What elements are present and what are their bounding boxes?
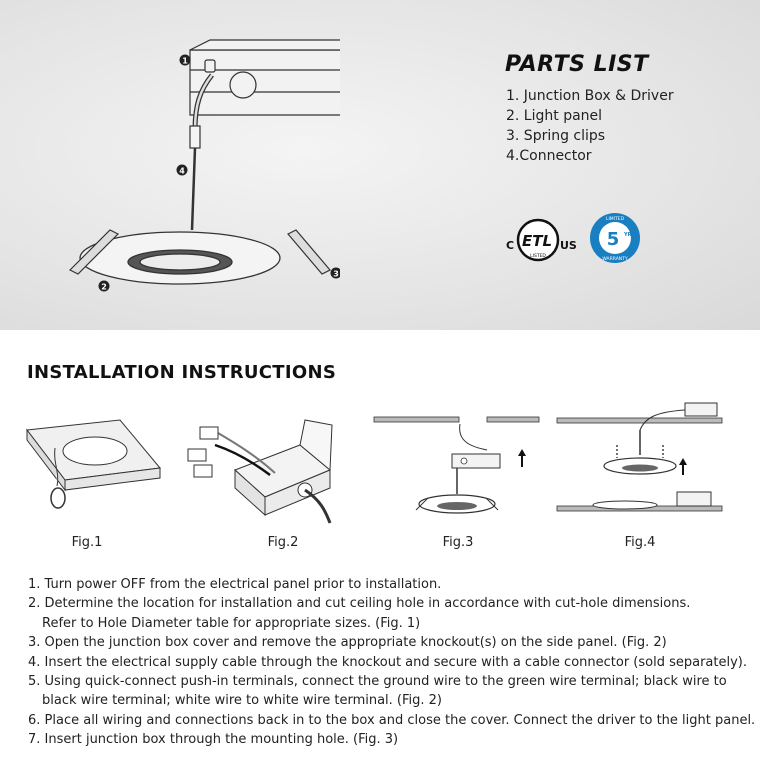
parts-list-title: PARTS LIST [505,52,649,77]
step-item: 5. Using quick-connect push-in terminals, connect the ground wire to the green wire terminal; black wire to [28,674,727,690]
svg-text:ETL: ETL [521,232,553,250]
svg-text:3: 3 [333,269,339,279]
svg-text:5: 5 [606,229,620,250]
callout-3 [331,268,341,279]
figure-1-diagram [25,418,165,513]
svg-text:WARRANTY: WARRANTY [602,257,628,262]
step-item-continued: black wire terminal; white wire to white wire terminal. (Fig. 2) [42,693,443,709]
parts-item: 4.Connector [506,148,592,164]
installation-title: INSTALLATION INSTRUCTIONS [27,362,337,383]
step-item: 4. Insert the electrical supply cable through the knockout and secure with a cable connector (sold separately). [28,654,747,670]
step-item-continued: Refer to Hole Diameter table for appropriate sizes. (Fig. 1) [42,615,421,631]
svg-text:LISTED: LISTED [530,254,546,259]
warranty-badge [590,213,640,263]
svg-text:4: 4 [179,166,185,176]
etl-logo [506,220,577,260]
certification-marks [500,210,650,270]
figure-4-label: Fig.4 [624,535,656,550]
svg-text:1: 1 [182,56,188,66]
figure-2-diagram [180,415,340,525]
instruction-steps [28,575,756,750]
callout-2 [99,281,110,292]
callout-1 [180,55,191,66]
figure-3-label: Fig.3 [442,535,474,550]
parts-item: 3. Spring clips [506,128,606,144]
step-item: 1. Turn power OFF from the electrical panel prior to installation. [28,577,442,592]
callout-4 [177,165,188,176]
step-item: 7. Insert junction box through the mounting hole. (Fig. 3) [28,732,399,748]
step-item: 2. Determine the location for installation and cut ceiling hole in accordance with cut-hole dimensions. [28,596,691,612]
connector [190,126,200,148]
svg-text:YR: YR [624,232,632,238]
product-diagram [40,30,340,300]
svg-text:LIMITED: LIMITED [605,217,625,222]
parts-item: 1. Junction Box & Driver [506,88,674,104]
figure-4-diagram [555,400,725,520]
step-item: 6. Place all wiring and connections back in to the box and close the cover. Connect the driver to the light panel. [28,712,756,728]
svg-text:US: US [560,239,577,252]
svg-text:2: 2 [101,282,107,292]
svg-text:C: C [506,239,515,252]
step-item: 3. Open the junction box cover and remove the appropriate knockout(s) on the side panel. (Fig. 2) [28,635,667,651]
figure-1-label: Fig.1 [71,535,103,550]
parts-item: 2. Light panel [506,108,603,124]
figure-3-diagram [372,412,542,527]
figure-2-label: Fig.2 [267,535,299,550]
parts-list [506,86,674,166]
